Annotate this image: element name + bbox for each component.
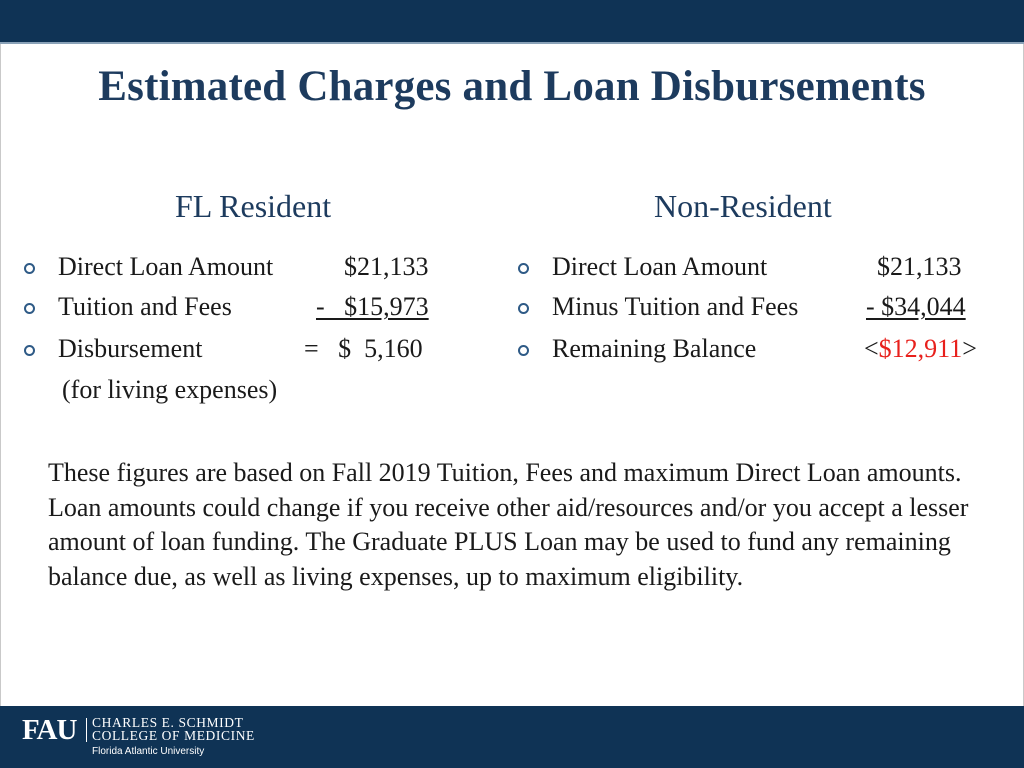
bullet-icon [24, 303, 35, 314]
resident-disbursement-value: = $ 5,160 [304, 334, 423, 363]
logo-line-2: COLLEGE OF MEDICINE [92, 728, 255, 743]
bracket-close: > [962, 334, 977, 363]
fl-resident-heading: FL Resident [175, 188, 332, 224]
nonresident-balance-value [864, 334, 977, 364]
negative-amount: $12,911 [878, 334, 963, 363]
logo-line-3: Florida Atlantic University [92, 746, 205, 757]
disclaimer-paragraph: These figures are based on Fall 2019 Tuition, Fees and maximum Direct Loan amounts. Loan amounts could change if you receive other aid/resources and/or you accept a lesser amount of loan funding. The Graduate PLUS Loan may be used to fund any remaining balance due, as well as living expenses, up to maximum eligibility. [48, 458, 969, 591]
bullet-icon [518, 263, 529, 274]
left-border [0, 44, 1, 706]
logo-divider [86, 718, 87, 742]
resident-disbursement-label: Disbursement [58, 334, 203, 363]
resident-tuition-label: Tuition and Fees [58, 292, 232, 321]
resident-disbursement-note: (for living expenses) [62, 375, 278, 404]
bullet-icon [518, 303, 529, 314]
bracket-open: < [864, 334, 879, 363]
nonresident-balance-label: Remaining Balance [552, 334, 757, 363]
nonresident-tuition-value: - $34,044 [866, 292, 966, 321]
nonresident-tuition-label: Minus Tuition and Fees [552, 292, 799, 321]
bullet-icon [24, 345, 35, 356]
resident-tuition-value: - $15,973 [316, 292, 429, 321]
resident-loan-label: Direct Loan Amount [58, 252, 274, 281]
top-banner [0, 0, 1024, 42]
logo-line-1: CHARLES E. SCHMIDT [92, 715, 244, 730]
non-resident-heading: Non-Resident [654, 188, 832, 224]
slide-title: Estimated Charges and Loan Disbursements [98, 63, 926, 110]
bullet-icon [518, 345, 529, 356]
resident-loan-value: $21,133 [344, 252, 429, 281]
fau-logo-text: FAU [22, 714, 77, 746]
nonresident-loan-value: $21,133 [877, 252, 962, 281]
bullet-icon [24, 263, 35, 274]
top-divider [0, 42, 1024, 44]
nonresident-loan-label: Direct Loan Amount [552, 252, 768, 281]
